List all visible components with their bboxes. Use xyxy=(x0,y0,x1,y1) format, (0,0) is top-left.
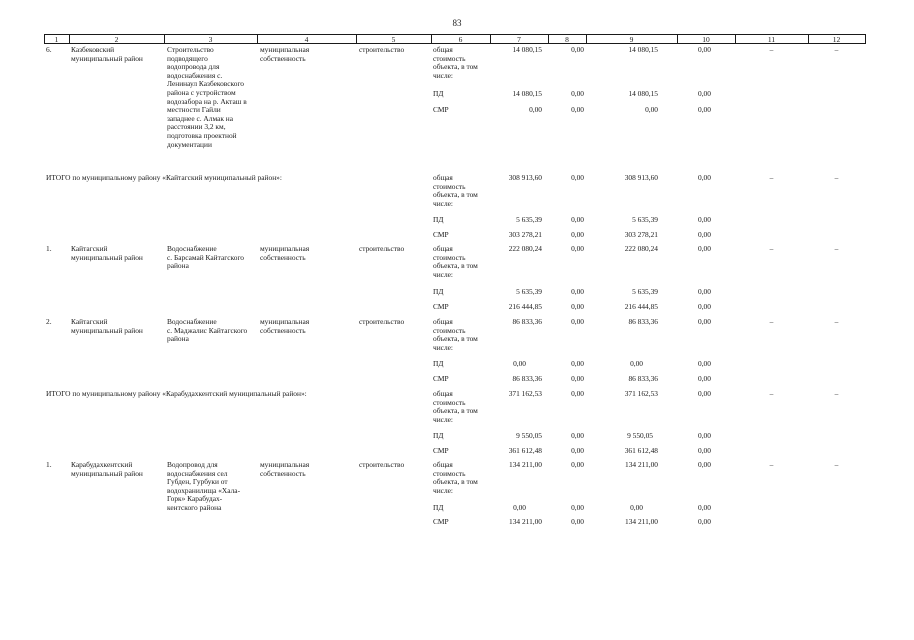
column-number: 7 xyxy=(517,34,521,44)
column-number: 10 xyxy=(702,34,710,44)
column-number: 8 xyxy=(565,34,569,44)
district-name: Казбековский муниципальный район xyxy=(71,45,143,63)
value-col8: 0,00 xyxy=(571,503,584,512)
value-col8: 0,00 xyxy=(571,431,584,440)
object-description: Водопровод для водоснабжения сел Губден, Гурбуки от водохранилища «Хала- Горк» Карабудах- кентского района xyxy=(167,460,241,512)
district-name: Кайтагский муниципальный район xyxy=(71,317,143,335)
value-col8: 0,00 xyxy=(571,105,584,114)
value-col10: 0,00 xyxy=(698,287,711,296)
dash-col12: – xyxy=(834,173,839,182)
value-col8: 0,00 xyxy=(571,302,584,311)
column-number: 3 xyxy=(208,34,213,44)
value-col7: 0,00 xyxy=(513,503,526,512)
value-col10: 0,00 xyxy=(698,446,711,455)
pd-label: ПД xyxy=(433,359,444,368)
value-col9: 14 080,15 xyxy=(628,89,658,98)
smr-label: СМР xyxy=(433,230,449,239)
total-cost-label: общая стоимость объекта, в том числе: xyxy=(433,389,478,424)
value-col10: 0,00 xyxy=(698,45,711,54)
object-description: Водоснабжение с. Маджалис Кайтагского района xyxy=(167,317,248,344)
value-col8: 0,00 xyxy=(571,173,584,182)
value-col10: 0,00 xyxy=(698,317,711,326)
dash-col11: – xyxy=(769,45,774,54)
value-col7: 14 080,15 xyxy=(512,45,542,54)
value-col10: 0,00 xyxy=(698,517,711,526)
pd-label: ПД xyxy=(433,215,444,224)
value-col7: 303 278,21 xyxy=(508,230,542,239)
value-col9: 222 080,24 xyxy=(624,244,658,253)
value-col9: 5 635,39 xyxy=(632,287,658,296)
object-description: Строительство подводящего водопровода для водоснабжения с. Ленинаул Казбековского района с устройством водозабора на р. Акташ в местности Гайли западнее с. Алмак на расстоянии 3,2 км, подготовка проектной документации xyxy=(167,45,247,149)
value-col10: 0,00 xyxy=(698,105,711,114)
value-col7: 86 833,36 xyxy=(512,374,542,383)
column-number: 4 xyxy=(304,34,309,44)
value-col9: 14 080,15 xyxy=(628,45,658,54)
value-col9: 0,00 xyxy=(630,503,643,512)
value-col9: 86 833,36 xyxy=(628,374,658,383)
ownership-type: муниципальная собственность xyxy=(260,244,310,262)
value-col9: 0,00 xyxy=(630,359,643,368)
value-col10: 0,00 xyxy=(698,89,711,98)
row-number: 6. xyxy=(46,45,52,54)
value-col10: 0,00 xyxy=(698,359,711,368)
pd-label: ПД xyxy=(433,287,444,296)
column-number: 2 xyxy=(114,34,119,44)
value-col8: 0,00 xyxy=(571,317,584,326)
value-col7: 134 211,00 xyxy=(509,460,542,469)
row-number: 1. xyxy=(46,244,52,253)
column-number: 12 xyxy=(832,34,841,44)
column-number: 9 xyxy=(629,34,634,44)
value-col9: 216 444,85 xyxy=(624,302,658,311)
dash-col12: – xyxy=(834,45,839,54)
value-col9: 134 211,00 xyxy=(625,517,658,526)
value-col10: 0,00 xyxy=(698,389,711,398)
value-col10: 0,00 xyxy=(698,173,711,182)
value-col9: 303 278,21 xyxy=(624,230,658,239)
value-col8: 0,00 xyxy=(571,215,584,224)
total-cost-label: общая стоимость объекта, в том числе: xyxy=(433,460,478,495)
value-col7: 0,00 xyxy=(513,359,526,368)
pd-label: ПД xyxy=(433,431,444,440)
value-col8: 0,00 xyxy=(571,89,584,98)
total-cost-label: общая стоимость объекта, в том числе: xyxy=(433,317,478,352)
smr-label: СМР xyxy=(433,302,449,311)
header-divider xyxy=(865,34,866,43)
value-col9: 134 211,00 xyxy=(625,460,658,469)
value-col8: 0,00 xyxy=(571,230,584,239)
ownership-type: муниципальная собственность xyxy=(260,460,310,478)
value-col7: 86 833,36 xyxy=(512,317,542,326)
value-col7: 308 913,60 xyxy=(508,173,542,182)
value-col10: 0,00 xyxy=(698,460,711,469)
total-cost-label: общая стоимость объекта, в том числе: xyxy=(433,45,478,80)
value-col9: 361 612,48 xyxy=(624,446,658,455)
smr-label: СМР xyxy=(433,446,449,455)
dash-col12: – xyxy=(834,460,839,469)
value-col7: 371 162,53 xyxy=(508,389,542,398)
dash-col11: – xyxy=(769,460,774,469)
dash-col11: – xyxy=(769,173,774,182)
work-type: строительство xyxy=(359,45,405,54)
work-type: строительство xyxy=(359,460,405,469)
value-col9: 0,00 xyxy=(645,105,658,114)
value-col10: 0,00 xyxy=(698,244,711,253)
value-col9: 5 635,39 xyxy=(632,215,658,224)
value-col10: 0,00 xyxy=(698,302,711,311)
value-col8: 0,00 xyxy=(571,244,584,253)
value-col8: 0,00 xyxy=(571,389,584,398)
value-col8: 0,00 xyxy=(571,460,584,469)
value-col8: 0,00 xyxy=(571,359,584,368)
value-col10: 0,00 xyxy=(698,503,711,512)
value-col9: 9 550,05 xyxy=(627,431,653,440)
ownership-type: муниципальная собственность xyxy=(260,45,310,63)
value-col7: 361 612,48 xyxy=(508,446,542,455)
column-number: 1 xyxy=(54,34,59,44)
value-col8: 0,00 xyxy=(571,446,584,455)
district-total-title: ИТОГО по муниципальному району «Карабудахкентский муниципальный район»: xyxy=(46,389,307,398)
dash-col12: – xyxy=(834,389,839,398)
value-col7: 0,00 xyxy=(529,105,542,114)
total-cost-label: общая стоимость объекта, в том числе: xyxy=(433,244,478,279)
ownership-type: муниципальная собственность xyxy=(260,317,310,335)
work-type: строительство xyxy=(359,244,405,253)
smr-label: СМР xyxy=(433,374,449,383)
value-col7: 222 080,24 xyxy=(508,244,542,253)
value-col7: 9 550,05 xyxy=(516,431,542,440)
value-col8: 0,00 xyxy=(571,374,584,383)
smr-label: СМР xyxy=(433,105,449,114)
value-col10: 0,00 xyxy=(698,431,711,440)
dash-col12: – xyxy=(834,244,839,253)
object-description: Водоснабжение с. Барсамай Кайтагского района xyxy=(167,244,244,271)
dash-col12: – xyxy=(834,317,839,326)
row-number: 2. xyxy=(46,317,52,326)
value-col7: 216 444,85 xyxy=(508,302,542,311)
value-col10: 0,00 xyxy=(698,374,711,383)
pd-label: ПД xyxy=(433,89,444,98)
column-number: 6 xyxy=(458,34,463,44)
district-name: Кайтагский муниципальный район xyxy=(71,244,143,262)
smr-label: СМР xyxy=(433,517,449,526)
dash-col11: – xyxy=(769,244,774,253)
value-col10: 0,00 xyxy=(698,230,711,239)
value-col7: 5 635,39 xyxy=(516,215,542,224)
page-number: 83 xyxy=(452,18,462,28)
value-col7: 134 211,00 xyxy=(509,517,542,526)
value-col9: 308 913,60 xyxy=(624,173,658,182)
district-name: Карабудахкентский муниципальный район xyxy=(71,460,143,478)
value-col8: 0,00 xyxy=(571,287,584,296)
value-col7: 14 080,15 xyxy=(512,89,542,98)
value-col8: 0,00 xyxy=(571,517,584,526)
value-col7: 5 635,39 xyxy=(516,287,542,296)
value-col10: 0,00 xyxy=(698,215,711,224)
row-number: 1. xyxy=(46,460,52,469)
district-total-title: ИТОГО по муниципальному району «Кайтагский муниципальный район»: xyxy=(46,173,282,182)
column-number: 5 xyxy=(391,34,396,44)
column-number: 11 xyxy=(767,34,776,44)
total-cost-label: общая стоимость объекта, в том числе: xyxy=(433,173,478,208)
value-col9: 86 833,36 xyxy=(628,317,658,326)
dash-col11: – xyxy=(769,317,774,326)
value-col8: 0,00 xyxy=(571,45,584,54)
dash-col11: – xyxy=(769,389,774,398)
value-col9: 371 162,53 xyxy=(624,389,658,398)
pd-label: ПД xyxy=(433,503,444,512)
work-type: строительство xyxy=(359,317,405,326)
